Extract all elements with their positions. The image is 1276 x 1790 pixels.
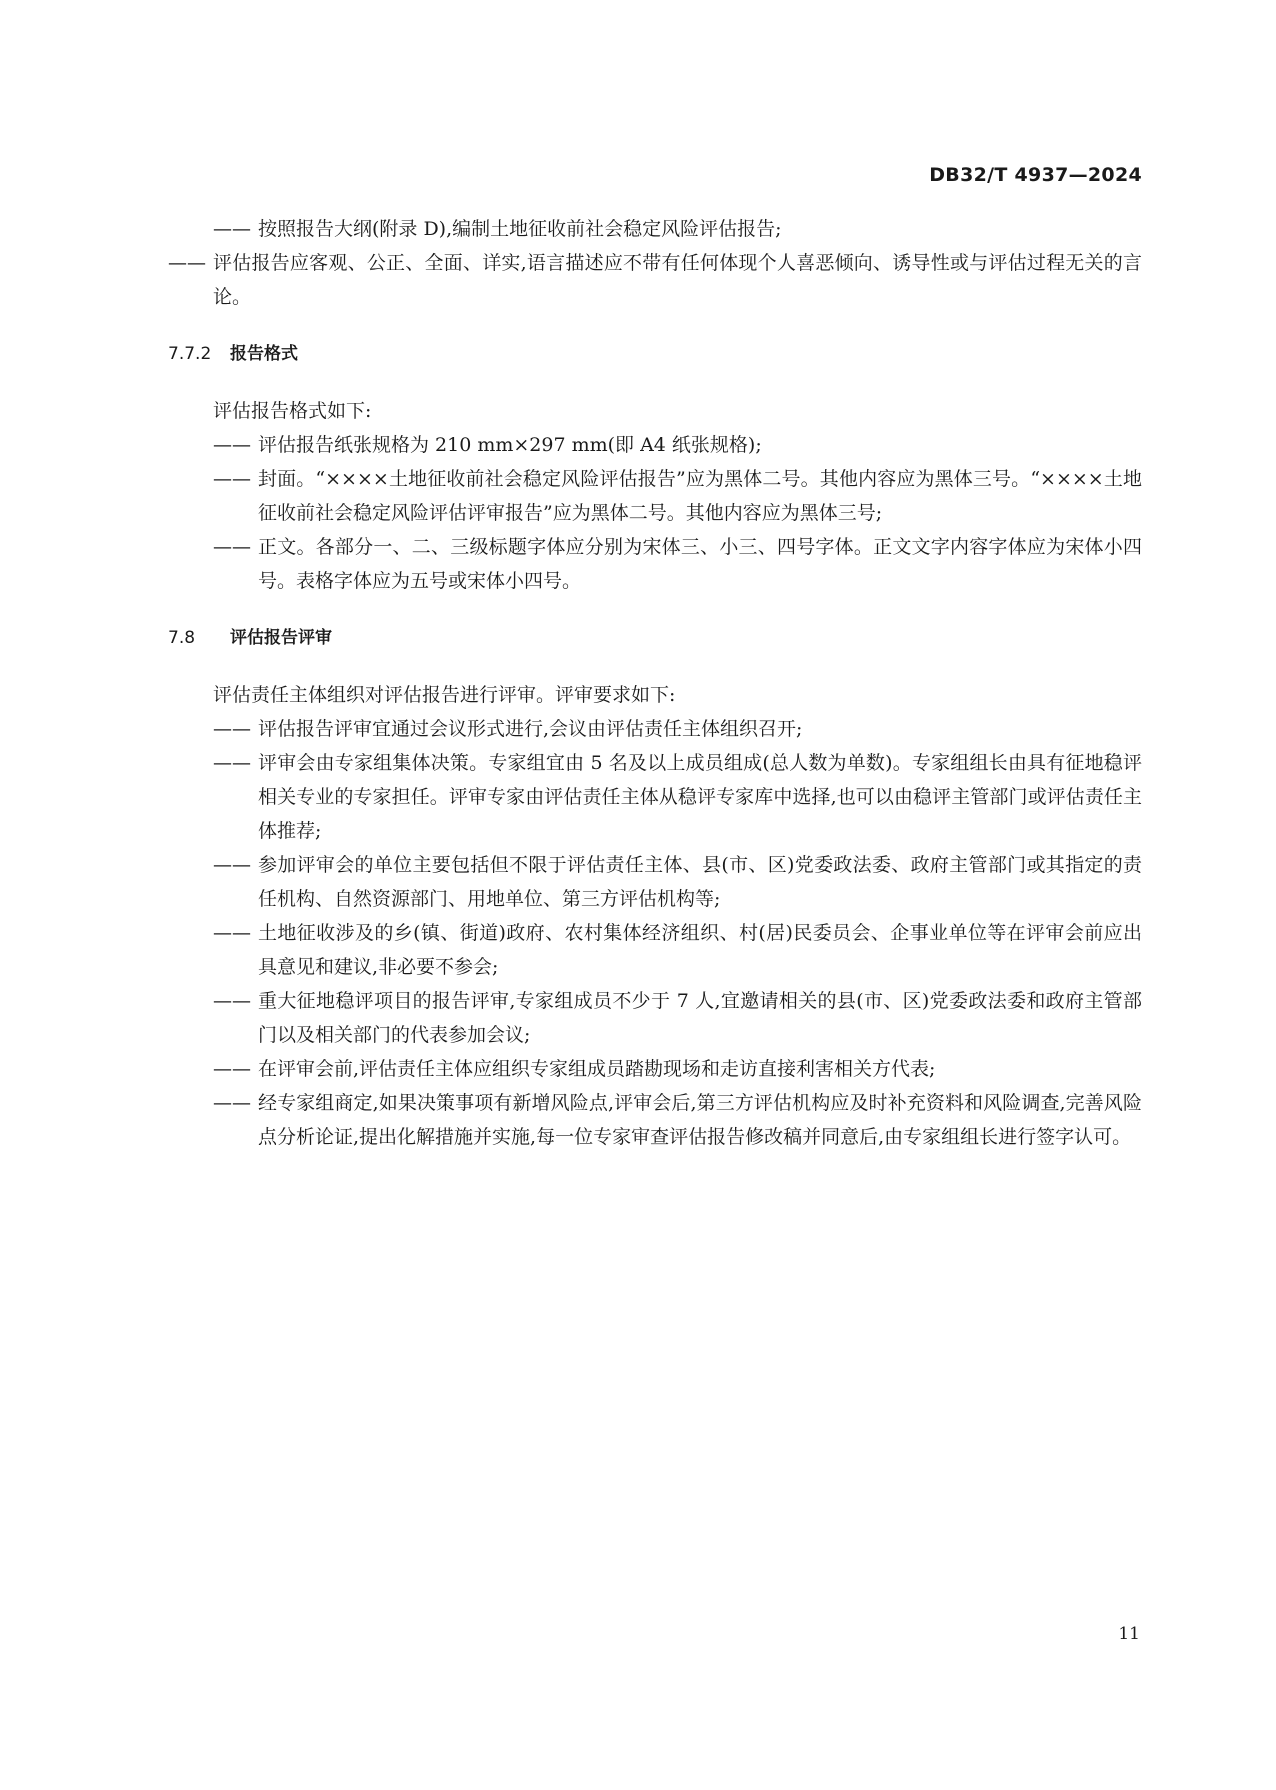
list-item: —— 评估报告应客观、公正、全面、详实,语言描述应不带有任何体现个人喜恶倾向、诱导性或与评估过程无关的言论。 (168, 246, 1142, 314)
section-heading-7-8: 7.8 评估报告评审 (168, 628, 332, 648)
section-lead: 评估报告格式如下: (213, 400, 372, 422)
list-item: —— 评估报告评审宜通过会议形式进行,会议由评估责任主体组织召开; (168, 712, 1142, 746)
list-item: —— 在评审会前,评估责任主体应组织专家组成员踏勘现场和走访直接利害相关方代表; (168, 1052, 1142, 1086)
dash-marker: —— (213, 718, 251, 740)
page-number: 11 (1118, 1624, 1140, 1644)
review-list (168, 712, 1142, 1154)
list-item: —— 参加评审会的单位主要包括但不限于评估责任主体、县(市、区)党委政法委、政府主管部门或其指定的责任机构、自然资源部门、用地单位、第三方评估机构等; (168, 848, 1142, 916)
page-content (168, 212, 1142, 1154)
list-item: —— 评审会由专家组集体决策。专家组宜由 5 名及以上成员组成(总人数为单数)。专家组组长由具有征地稳评相关专业的专家担任。评审专家由评估责任主体从稳评专家库中选择,也可以由稳评主管部门或评估责任主体推荐; (168, 746, 1142, 848)
list-item: —— 经专家组商定,如果决策事项有新增风险点,评审会后,第三方评估机构应及时补充资料和风险调查,完善风险点分析论证,提出化解措施并实施,每一位专家审查评估报告修改稿并同意后,由专家组组长进行签字认可。 (168, 1086, 1142, 1154)
dash-marker: —— (213, 1092, 251, 1114)
dash-marker: —— (213, 218, 251, 240)
list-item: —— 评估报告纸张规格为 210 mm×297 mm(即 A4 纸张规格); (168, 428, 1142, 462)
dash-marker: —— (213, 922, 251, 944)
dash-marker: —— (213, 990, 251, 1012)
intro-list (168, 212, 1142, 314)
list-item: —— 封面。“××××土地征收前社会稳定风险评估报告”应为黑体二号。其他内容应为黑体三号。“××××土地征收前社会稳定风险评估评审报告”应为黑体二号。其他内容应为黑体三号; (168, 462, 1142, 530)
dash-marker: —— (168, 252, 206, 274)
dash-marker: —— (213, 434, 251, 456)
list-item: —— 正文。各部分一、二、三级标题字体应分别为宋体三、小三、四号字体。正文文字内容字体应为宋体小四号。表格字体应为五号或宋体小四号。 (168, 530, 1142, 598)
dash-marker: —— (213, 1058, 251, 1080)
dash-marker: —— (213, 752, 251, 774)
document-code: DB32/T 4937—2024 (929, 164, 1142, 186)
dash-marker: —— (213, 468, 251, 490)
dash-marker: —— (213, 854, 251, 876)
dash-marker: —— (213, 536, 251, 558)
section-lead: 评估责任主体组织对评估报告进行评审。评审要求如下: (213, 684, 676, 706)
section-heading-7-7-2: 7.7.2 报告格式 (168, 344, 298, 364)
list-item: —— 按照报告大纲(附录 D),编制土地征收前社会稳定风险评估报告; (168, 212, 1142, 246)
list-item: —— 重大征地稳评项目的报告评审,专家组成员不少于 7 人,宜邀请相关的县(市、区)党委政法委和政府主管部门以及相关部门的代表参加会议; (168, 984, 1142, 1052)
list-item: —— 土地征收涉及的乡(镇、街道)政府、农村集体经济组织、村(居)民委员会、企事业单位等在评审会前应出具意见和建议,非必要不参会; (168, 916, 1142, 984)
format-list (168, 428, 1142, 598)
